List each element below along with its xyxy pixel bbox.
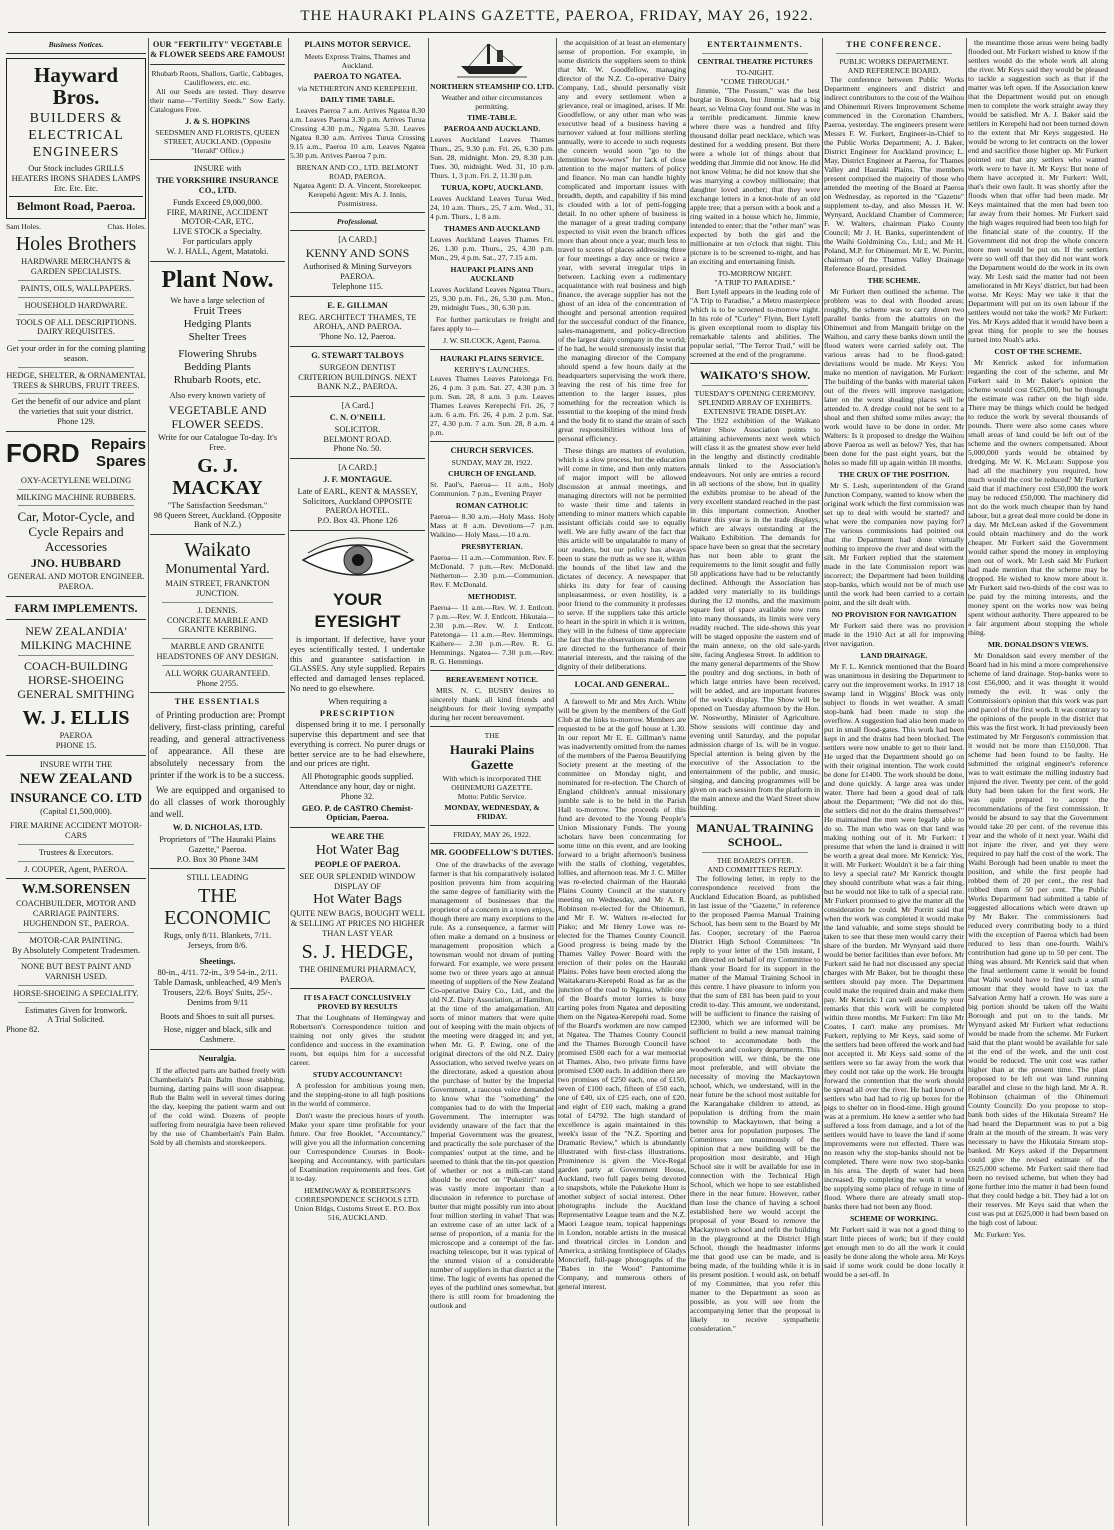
steamship-route: THAMES AND AUCKLAND <box>443 224 541 233</box>
steamship-timetable: Leaves Auckland Leaves Thames Fri. 26, 1.30 p.m. Thurs., 25, 4.30 p.m. Mon., 29, 4 p.m. Sat., 27, 7.15 a.m. <box>430 235 554 262</box>
seeds-line: All our Seeds are tested. They deserve their name—"Fertility Seeds." Sow Early. Catalogues Free. <box>150 86 285 114</box>
column-7 <box>824 38 964 1526</box>
sorensen-phone: Phone 82. <box>6 1025 40 1035</box>
nz-line: (Capital £1,500,000). <box>40 807 112 817</box>
holes-left: Sam Holes. <box>6 222 42 232</box>
entertainments-line: CENTRAL THEATRE PICTURES <box>697 56 813 66</box>
card-line: CRITERION BUILDINGS. NEXT BANK N.Z., PAEROA. <box>298 372 417 392</box>
nz-title-2: INSURANCE CO. LTD <box>9 790 143 806</box>
paper-title: Hauraki Plains Gazette <box>449 741 535 772</box>
column-rule <box>822 38 823 1526</box>
local-general-body: A farewell to Mr and Mrs Arch. White will be given by the members of the Golf Club at the links to-morrow. Members are requested to be at the golf house at 1.30. In our report Mr E. E. Gillman's name was inadvertently omitted from the names of the members of the Paeroa Beautifying Society present at the meeting of the committee on Monday night, and nominated for re-election. The Church of England children's annual missionary jumble sale is to be held in the Parish Hall to-morrow. The proceeds of this fund are devoted to the Young People's Union Missionary Funds. The young scholars have been concentrating for some time on this event, and are looking forward to a bright afternoon's business with the stalls of clothing, vegetables, lollies, and afternoon teas. Mr J. C. Miller was re-elected chairman of the Hauraki Plains County Council at the statutory meeting on Wednesday, and Mr A. R. Robinson re-elected for the Ohinemuri, and Mr F. W. Walters re-elected for Piako; and Mr Henry Lowe was re-elected for the Thames County Council. Good progress is being made by the Thames Valley Power Board with the erection of their poles on the Hauraki Plains. Poles have been erected along the Waitakaruru-Kerepehi Road as far as the junction of the road to Ngatea, while one of the Board's motor lorries is busy carting poles from Ngatea and depositing them on the Ngatea-Kerepehi road. Some of the Board's workmen are now camped at Ngatea. The Thames County Council and the Thames Borough Council have promised £500 each for a war memorial at Thames. Also, two private firms have promised £500 each. In addition there are two promises of £250 each, one of £150, seven of £100 each, fifteen of £50 each, one of £40, six of £25 each, one of £20, and eight of £10 each, making a grand total of £4792. The high standard of excellence is again maintained in this week's issue of the "N.Z. Sporting and Dramatic Review," which is abundantly illustrated with first-class illustrations. Prominence is given the Vice-Regal garden party at Government House, Auckland, two full pages being devoted to snapshots, while the Pukekohe Hunt is another subject of social interest. Other photographs include the Auckland Representative League team and the N.Z. Maori League team, topical happenings in London, notable artists in the musical and theatrical circles in London and America, a striking frontispiece of Gladys Moncrieff, full-page photographs of the "Babes in the Wood" Pantomime Company, and numerous others of general interest. <box>558 696 686 1291</box>
card-line: Late of EARL, KENT & MASSEY, Solicitors, Auckland OPPOSITE PAEROA HOTEL. <box>297 486 418 516</box>
card-line: SOLICITOR. <box>334 424 381 434</box>
farm-line: NEW ZEALANDIA' MILKING MACHINE <box>20 623 132 652</box>
neuralgia-body: If the affected parts are bathed freely with Chamberlain's Pain Balm those stabbing, burning, darting pains will soon disappear. Rub the Balm well in several times during the day, keeping the patient warm and out of the cold wind. Dozens of people suffering from neuralgia have been relieved by the use of Chamberlain's Pain Balm. Sold by all chemists and storekeepers. <box>150 1065 285 1147</box>
accountancy-body: A profession for ambitious young men, and the stepping-stone to all high positions in the world of commerce. <box>290 1081 425 1109</box>
waikato-line: CONCRETE MARBLE AND GRANITE KERBING. <box>167 615 268 635</box>
hedge-line: THE OHINEMURI PHARMACY, PAEROA. <box>299 964 416 984</box>
insurance-name: THE YORKSHIRE INSURANCE CO., LTD. <box>156 176 279 195</box>
steamship-timetable: Leaves Auckland Leaves Turua Wed., 24, 10 a.m. Thurs., 25, 7 a.m. Wed., 31, 4 p.m. Thurs., 1, 8 a.m. <box>430 194 554 221</box>
conference-body: Mr. Furkert: Yes. <box>974 1230 1026 1239</box>
eyesight-line: All Photographic goods supplied. <box>301 772 414 782</box>
paper-line: THE <box>484 730 500 740</box>
manual-training-body: The following letter, in reply to the correspondence received from the Auckland Education Board, as published in last issue of the "Gazette," in reference to the proposed Paeroa Manual Training School, has been sent to the Board by Mr Jas. Cooper, secretary of the Paeroa District High School Committees: "In reply to your letter of the 15th instant, I am directed on behalf of my Committee to thank your Board for its support in the matter of the Manual Training School in this centre. I have pleasure to inform you that the sum of £81 has been paid to your credit to-day. This amount, we understand, will be sufficient to finance the raising of £2300, which we are informed will be sufficient to build a new manual training school to accommodate both the woodwork and cookery departments. This proposition will, we think, be the one most preferable, and will obviate the necessity of moving the Mackaytown school, which, we understand, will in the near future be the school most suitable for the Karangahake children to attend, as population is drifting from the main township to Mackaytown, that being a better area for population purposes. The Committees are unanimously of the opinion that a new building will be the proposition most desirable, and High School site it will be available for use in connection with the Technical High School, which we hope to see established there in the near future. However, rather than lose the chance of having a school established here we would accept the proposal of your Board to remove the Mackaytown school and refit the building in the playground at the District High School, though the headmaster informs me that good use can be made, and is being made, of the building while it is in its present position. I would ask, on behalf of my Committee, that you refer this matter to the Department as soon as possible, as you will see from the accompanying letter that the proposal is likely to receive sympathetic consideration." <box>690 873 820 1333</box>
hedge-name: S. J. HEDGE, <box>301 940 414 963</box>
entertainments-line: TO-NIGHT. <box>736 67 774 77</box>
card-line: [A CARD.] <box>338 234 377 244</box>
business-notices-heading: Business Notices. <box>48 40 104 49</box>
hotwater-line: QUITE NEW BAGS, BOUGHT WELL & SELLING AT PRICES NO HIGHER THAN LAST YEAR <box>290 909 425 939</box>
hayward-name: Hayward Bros. <box>34 63 118 109</box>
plant-line: Write for our Catalogue To-day. It's Free. <box>158 433 277 452</box>
plant-line: Also every known variety of <box>169 391 266 401</box>
nz-title: NEW ZEALAND <box>19 771 133 788</box>
church-denomination: PRESBYTERIAN. <box>461 541 523 551</box>
insurance-line: FIRE, MARINE, ACCIDENT MOTOR-CAR, ETC. <box>166 207 269 227</box>
masthead: THE HAURAKI PLAINS GAZETTE, PAEROA, FRIDAY, MAY 26, 1922. <box>300 8 814 24</box>
essentials-body: We are equipped and organised to do all classes of work thoroughly and well. <box>150 785 285 820</box>
mackay-line: 98 Queen Street, Auckland. (Opposite Bank of N.Z.) <box>153 510 282 530</box>
column-6 <box>690 38 820 1526</box>
plant-item: Flowering Shrubs <box>178 348 257 361</box>
eye-illustration <box>298 535 418 585</box>
waikato-line: MAIN STREET, FRANKTON JUNCTION. <box>165 579 270 598</box>
card-line: Phone No. 50. <box>333 444 382 454</box>
manual-training-heading: MANUAL TRAINING SCHOOL. <box>696 820 814 849</box>
editorial-body: One of the drawbacks of the average farmer is that his comparatively isolated position prevents him from acquiring the same degree of familiarity with the management of businesses that the proprietor of a concern in a town enjoys, though there are many exceptions to the rule. As a consequence, a farmer will often make a demand on a business or management proposition which a townsman would not dream of putting forward. For example, we were present some two or three years ago at annual meeting of suppliers of the New Zealand Co-operative Dairy Co., Ltd., and the old N.Z. Dairy Association, at Hamilton, at the time of the amalgamation. All sorts of minor matters that were quite out of keeping with the main objects of the meeting were dragged in; and yet, when Mr. G. P. Ewing, one of the original directors of the old N.Z. Dairy Association, who served twelve years on the directorate, asked a question about the purchase of butter by the Imperial Government, a raucous voice demanded to know what the "something" the companies had to do with the Imperial Government. The interrupter was evidently unaware of the fact that the Imperial Government was the greatest, and practically the sole purchaser of the companies' output at the time, and he seemed to think that the tin-pot question of whether or not a milk-can stand should be erected on "Pukeitiri" road was vastly more important than a discussion in reference to purchase of butter that might possibly run into about four million sterling in value! That was an extreme case of an utter lack of a sense of proportion, of a mania for the microscope and a contempt of the far-reaching telescope, but it was typical of the stunted vision of a considerable number of suppliers in that district at the time. The logic of events has opened the eyes of the purblind ones somewhat, but there is still room for broadening the outlook and <box>430 859 554 1310</box>
economic-line: STILL LEADING <box>186 873 249 883</box>
ford-spares: Spares <box>95 452 146 470</box>
accountancy-heading: IT IS A FACT CONCLUSIVELY PROVED BY RESULTS <box>303 993 412 1012</box>
economic-line: Sheetings. <box>199 956 236 966</box>
motor-service-timetable: Leaves Paeroa 7 a.m. Arrives Ngatea 8.30 a.m. Leaves Paeroa 3.30 p.m. Arrives Turua Crossing 4.30 p.m., Ngatea 5.30. Leaves Ngatea 8.30 a.m. Arrives Turua Crossing 9.15 a.m., Paeroa 10 a.m. Leaves Ngatea 5.30 p.m. Arrives Paeroa 7 p.m. <box>290 105 425 160</box>
montague-name: J. F. MONTAGUE. <box>323 474 392 484</box>
issue-date: FRIDAY, MAY 26, 1922. <box>453 829 531 839</box>
motor-service-line: DAILY TIME TABLE. <box>320 94 395 104</box>
conference-line: AND REFERENCE BOARD. <box>847 65 941 75</box>
seeds-line: Rhubarb Roots, Shallots, Garlic, Cabbages, Cauliflowers, etc. etc. <box>151 68 284 87</box>
steamship-timetable: Leaves Auckland Leaves Ngatea Thurs., 25, 9.30 p.m. Fri., 26, 5.30 p.m. Mon., 29, midnight Tues., 30, 6.30 p.m. <box>430 285 554 312</box>
decastro-name: GEO. P. de CASTRO Chemist-Optician, Paeroa. <box>301 803 414 823</box>
accountancy-line: Union Bldgs, Customs Street E. P.O. Box 516, AUCKLAND. <box>294 1204 421 1223</box>
accountancy-body: Don't waste the precious hours of youth. Make your spare time profitable for your future. Our free Booklet, "Accountancy," will give you all the information concerning our Correspondence Courses in Book-keeping and Accountancy, with particulars of Examination requirements and fees. Get it to-day. <box>290 1111 425 1184</box>
entertainments-body: Bert Lytell appears in the leading role of "A Trip to Paradise," a Metro masterpiece which is to be screened to-morrow night. In his role of "Curley" Flynn, Bert Lytell is given exceptional room to display his remarkable talents and abilities. The popular serial, "The Terror Trail," will be screened at the end of the programme. <box>690 286 820 359</box>
column-8 <box>968 38 1108 1526</box>
column-5 <box>558 38 686 1526</box>
waikato-line: MARBLE AND GRANITE HEADSTONES OF ANY DESIGN. <box>156 642 279 661</box>
column-rule <box>966 38 967 1526</box>
motor-service-line: Ngatea Agent: D. A. Vincent, Storekeeper. <box>293 180 422 190</box>
entertainments-body: Jimmie, "The Possum," was the best burglar in Boston, but Jimmie had a big heart, so Velma Guy found out. She was in a terrible predicament. Jimmie knew where there was a hundred and fifty thousand dollar pearl necklace, which was destined for a wedding present. But there were a whole lot of things about that wedding that Jimmie did not know. He did not know Velma; he did not know that she was marrying a cowboy millionaire; that daughter loved another; that they were exchange letters in a knot-hole of an old apple tree; that a person with a book and a ring waited in a house which he, Jimmie, intended to enter; that the "other man" was expected by both the girl and the millionaire at ten o'clock that night. This picture is to be screened to-night, and has an exciting and entertaining finish. <box>690 85 820 266</box>
waikato-show-body: The 1922 exhibition of the Waikato Winter Show Association points to attaining achievements next week which will class it as the greatest show ever held in the lengthy and distinctly creditable annals linked to the Association's endeavours. Not only are entries a record in all sections of the show, but in quality the exhibits promise to be ahead of the very excellent standard reached in the past in this important connection. Another feature this year is in the trade displays, which are always outstanding at the Waikato Exhibition. The demands for space have been so great that the secretary has not been able to grant the requirements to the limit sought and fully 50 applications have had to be reluctantly declined. Although the Association has added very materially to its buildings during the 12 months, and the maximum square feet of space available now runs into many thousands, its limits were very readily reached. The side-shows this year will be staged opposite the eastern end of the main annexe, on the old sale-yards site, facing Anglesea Street. In addition to the many general departments of the Show the poultry and dog sections, in both of which large entries have been received, will be added, and are important features of the week's display. The Show will be opened on Tuesday afternoon by the Hon. W. Nosworthy, Minister of Agriculture. Show sessions will continue day and evening until Saturday, and the popular admission charge of 1s. will be in vogue. Special attention is being given by the executive of the Association to the entertainment of the public, and music, singing, and dancing programmes will be given on each session from the platform in the main annexe and the Ward Street show building. <box>690 415 820 812</box>
hotwater-title: Hot Water Bags <box>313 892 402 908</box>
hayward-trade: BUILDERS & ELECTRICAL ENGINEERS <box>28 111 124 160</box>
church-denomination: ROMAN CATHOLIC <box>455 500 529 510</box>
paper-line: Motto: Public Service. <box>457 791 527 801</box>
waikato-name: Waikato <box>184 539 251 562</box>
column-rule <box>288 38 289 1526</box>
plant-item: Shelter Trees <box>188 331 247 344</box>
waikato-line: ALL WORK GUARANTEED. <box>165 668 270 678</box>
insurance-line: Funds Exceed £9,000,000. <box>172 197 263 207</box>
holes-line: PAINTS, OILS, WALLPAPERS. <box>20 283 132 293</box>
masthead-rule <box>8 32 1106 33</box>
sorensen-line: By Absolutely Competent Tradesmen. <box>12 945 140 955</box>
accountancy-line: HEMINGWAY & ROBERTSON'S CORRESPONDENCE SCHOOLS LTD. <box>295 1186 420 1205</box>
church-services: Paeroa— 11 a.m.—Communion. Rev. F. McDonald. 7 p.m.—Rev. McDonald. Netherton— 2.30 p.m.—Communion. Rev. F. McDonald. <box>430 552 554 589</box>
ellis-name: W. J. ELLIS <box>22 706 130 729</box>
local-general-heading: LOCAL AND GENERAL. <box>574 680 670 689</box>
ellis-line: PHONE 15. <box>55 740 97 750</box>
church-heading: CHURCH SERVICES. <box>450 446 534 455</box>
column-rule <box>688 38 689 1526</box>
church-denomination: CHURCH OF ENGLAND. <box>448 468 536 478</box>
steamship-route: TURUA, KOPU, AUCKLAND. <box>441 183 543 192</box>
hotwater-line: WE ARE THE <box>331 832 384 842</box>
ellis-line: PAEROA <box>59 730 93 740</box>
ford-logo: FORD <box>6 437 80 468</box>
card-line: SURGEON DENTIST <box>319 362 396 372</box>
waikato-show-line: SPLENDID ARRAY OF EXHIBITS. <box>698 397 812 407</box>
holes-line: HOUSEHOLD HARDWARE. <box>24 300 128 310</box>
paper-line: MONDAY, WEDNESDAY, & FRIDAY. <box>444 802 540 821</box>
sorensen-line: NONE BUT BEST PAINT AND VARNISH USED. <box>21 962 131 982</box>
plains-service-timetable: Leaves Thames Leaves Pateionga Fri. 26, 4 p.m. 3 p.m. Sat. 27, 4.30 p.m. 3 p.m. Sun. 28, 8 a.m. 3 p.m. Leaves Thames Leaves Kerepechi Fri. 26, 7 a.m. 6 a.m. Fri. 26, 4 p.m. 2 p.m. Sat. 27, 4.30 p.m. 7 a.m. Sun. 28, 8 a.m. 4 p.m. <box>430 374 554 437</box>
economic-line: Rugs, only 8/11. Blankets, 7/11. Jerseys, from 8/6. <box>163 931 272 950</box>
bereavement-heading: BEREAVEMENT NOTICE. <box>445 674 539 684</box>
ford-line: Car, Motor-Cycle, and Cycle Repairs and Accessories <box>17 509 135 555</box>
card-line: Telephone 115. <box>331 281 384 291</box>
motor-service-line: BRENAN AND CO., LTD. BELMONT ROAD, PAEROA. <box>296 162 419 181</box>
manual-training-line: AND COMMITTEE'S REPLY. <box>707 864 803 874</box>
economic-line: Boots and Shoes to suit all purses. <box>160 1011 275 1021</box>
plant-item: Bedding Plants <box>184 361 251 374</box>
seeds-name: J. & S. HOPKINS <box>185 116 250 126</box>
neuralgia-heading: Neuralgia. <box>198 1054 237 1064</box>
essentials-heading: THE ESSENTIALS <box>174 697 261 707</box>
motor-service-line: via NETHERTON AND KEREPEEHI. <box>297 83 418 93</box>
church-date: SUNDAY, MAY 28, 1922. <box>451 457 533 467</box>
entertainments-heading: ENTERTAINMENTS. <box>707 40 803 49</box>
church-services: Paeroa— 11 a.m.—Rev. W. J. Entlcott. 7 p.m.—Rev. W. J. Entlcott. Hikutaia— 2.30 p.m.—Rev. W. J. Entlcott. Patetonga— 11 a.m.—Rev. Hemmings. Kaihere— 2.30 p.m.—Rev. R. G. Hemmings. Ngatea— 7.30 p.m.—Rev. R. G. Hemmings. <box>430 602 554 666</box>
plant-line: VEGETABLE AND FLOWER SEEDS. <box>168 403 267 432</box>
conference-body: the meantime those areas were being badly flooded out. Mr Furkert wished to know if the settlers would do the whole work all along the river. Mr Keys said they would be pleased to tackle a suggestion such as that if the matter was left open. If the Association knew that the Department would put on enough men to complete the work straight away they would be satisfied. Mr A. J. Baker said the settlers in Kerepehi had not been turned down to the extent that Mr Keys suggested. He would be wrong to let contracts on the lower end and sacrifice those higher up. Mr Furkert pointed out that any settlers who wanted work were to have it. Mr Keys: But none of them have accepted it. Mr Furkert: Well, that's their own fault. It was shortly after the floods when that offer had been made. Mr Keys maintained that the men had been too far away from their homes. Mr Furkert said the high wages required had been too high for the financial state of the country. If the Government did not drop the whole concern more men would be put on. If the settlers were so well off that they did not want work the Department would do the work in its own way. Mr Lesh said the matter had not been ameliorated in Mr Keys' district, but had been worse. Mr Keys: May we take it that the Department will put on its own labour if the settlers would not take the work? Mr Furkert: Yes. Mr Keys added that it would have been a great thing for people to see the houses turned into Noah's arks. <box>968 38 1108 344</box>
column-2 <box>150 38 285 1526</box>
ford-repairs: Repairs <box>90 435 146 453</box>
church-services: Paeroa— 8.30 a.m.—Holy Mass. Holy Mass at 8 a.m. Devotions—7 p.m. Waikino— Holy Mass.—10 a.m. <box>430 511 554 539</box>
essentials-line: Proprietors of "The Hauraki Plains Gazette," Paeroa. <box>159 834 276 854</box>
holes-line: HARDWARE MERCHANTS & GARDEN SPECIALISTS. <box>21 257 131 277</box>
prescription-heading: PRESCRIPTION <box>319 708 396 718</box>
holes-name: Holes Brothers <box>15 233 137 256</box>
plant-now-heading: Plant Now. <box>161 266 274 293</box>
hubbard-line: GENERAL AND MOTOR ENGINEER. <box>7 572 145 582</box>
editorial-body: the acquisition of at least an elementary sense of proportion. For example, in some districts the suppliers seem to think that Mr. W. Goodfellow, managing director of the N.Z. Co-operative Dairy Company, Ltd., should personally visit any and every settlement when a grievance, real or imagined, arises. If Mr. Goodfellow, or any other man who was executive head of a business having a turnover valued at four millions sterling annually, were to accede to such requests the concern would soon "go to the demnition bow-wows" for lack of close attention to the major matters of policy and finance. No man can handle highly complicated and important issues with breadth, depth, and capability if his mind is clouded with a lot of petti-fogging detail. In no other sphere of business is the manager of a great trading company expected to visit even the branch offices more than about once a year, much less to travel to scores of places addressing three or four meetings a day once or twice a year, with several irregular trips in between. Lacking even a rudimentary acquaintance with real business and high finance, the average supplier has not the ghost of an idea of the concentration of thought and personal attention required for the successful conduct of the finance, sales-management, and policy-direction of the largest dairy company in the world; if he had, he would strenuously insist that the managing director of the Company should spend a few hours daily at the headquarters supervising the work there, leaving the rest of his time free for attention to the larger issues, plus something for the recreation which is essential to the keeping of the mind fresh and the body fit to stand the strain of such great responsibilities without loss of personal efficiency. <box>558 38 686 443</box>
sorensen-line: COACHBUILDER, MOTOR AND CARRIAGE PAINTERS. HUGHENDON ST., PAEROA. <box>16 899 136 928</box>
insurance-line: W. J. HALL, Agent, Matatoki. <box>166 246 269 256</box>
ford-line: MILKING MACHINE RUBBERS. <box>16 492 136 502</box>
editorial-heading: MR. GOODFELLOW'S DUTIES. <box>430 847 554 857</box>
column-4 <box>430 38 554 1526</box>
conference-line: PUBLIC WORKS DEPARTMENT. <box>839 56 949 66</box>
conference-body: Mr Kenrick asked for information regarding the cost of the scheme, and Mr Furkert said in Mr Baker's opinion the scheme would cost £625,000, but he thought the estimate was rather on the high side. There may be things which could be hedged to reduce the work by several thousands of pounds. There were also some cases where small areas of land could be left out of the scheme and the owners compensated. About 5,000,000 yards would be obtained by dredging. Mr W. K. McLean: Suppose you had all the machinery you required, how much would the cost be reduced? Mr Furkert said that if machinery cost £50,000 the work may be reduced £50,000. The machinery did not do the work much cheaper than by hand labour, but a great deal more could be done in a day. Mr McLean asked if the Government could obtain machinery and do the work cheaper. Mr Furkert said the Government would rather spend the money in employing men out of work. Mr Lesh said Mr Furkert had made mention that the scheme may be dropped. He wished to know more about it. Mr Furkert said two-thirds of the cost was to be paid by the mining interests, and the money spent on the works now was being spent without authority. There appeared to be a fair argument about stopping the whole thing. <box>968 358 1108 637</box>
steamship-line: TIME-TABLE. <box>467 113 517 122</box>
conference-body: Mr F. L. Kenrick mentioned that the Board was unanimous in desiring the Department to carry out the improvement works. In 1917 18 swamp land in Wiggins' Block was only subject to floods in wet weather. A small stop-bank had been made to stop the overflow. A suggestion had also been made to put in small flood-gates. This work had been kept in and the drains had been blocked. The settlers were now unable to get to their land. He urged that the Department should go on with their original intention. The work could be done for £1400. The work should be done, and done quickly. A large area was under water. There had been a good deal of talk about the Department; "We did not do this, the settlers did not do the drains themselves!" He maintained the men were legally able to do so. The man who was on that land was making nothing out of it. Mr Furkert: I presume that when the land is drained it will be worth a great deal more. Mr Kenrick: Yes, it will. Mr Furkert: Wouldn't it be a fair thing to levy a special rate? Mr Kenrick thought they should contribute what was a fair thing, but he would not like to talk of a special rate. Mr Furkert promised to give the matter all the consideration he could. Mr Porritt said that when the work was completed it would make the land valuable, and some steps should be taken to see that these men would carry their share of the burden. Mr Wynyard said there would be better facilities than ever before. Mr Furkert said he had not discussed any special charges with Mr Baker, but he thought these settlers should pay more. The Department could make the required drain and make them pay. Mr Kenrick: I can well assume by your remarks that this work will be completed within three months. Mr Furkert: I'm like Mr Coates, I can't make any promises. Mr Furkert, replying to Mr Keys, said some of the settlers had been offered the work and had not accepted it. Mr Keys said some of the settlers were so far away from the work that they could not take up the work. He brought forward the contention that the work should be spread all over the river. He had known of settlers who had had to rig up boxes for the pigs to shelter on in flood-time. High ground was at a premium. He knew a settler who had suffered a loss from damage, and a lot of the settlers would have to leave the land if some improvements were not effected. There was no reason why the stop-banks should not be completed. There were now two stop-banks in his area. The depth of water had been increased. By completing the work it would be supplying some place of refuge in time of flood. Where there are already small stop-banks there had not been any flood. <box>824 661 964 1211</box>
column-rule <box>428 38 429 1526</box>
conference-subheading: SCHEME OF WORKING. <box>850 1213 938 1223</box>
oneill-name: C. N. O'NEILL <box>329 412 386 422</box>
essentials-body: of Printing production are: Prompt delivery, first-class printing, careful reading, and general attractiveness of appearance. All these are absolutely necessary from the printer if the work is to be a success. <box>150 710 285 781</box>
card-line: [A CARD.] <box>338 463 377 473</box>
column-1 <box>6 38 146 1526</box>
economic-line: 80-in., 4/11. 72-in., 3/9 54-in., 2/11. <box>157 968 278 978</box>
eyesight-line: When requiring a <box>328 696 387 706</box>
conference-subheading: THE SCHEME. <box>867 275 921 285</box>
conference-body: Mr S. Lesh, superintendent of the Grand Junction Company, wanted to know when the original work which the first commission was set up to deal with would be started? and what were the companies now paying for? The various commissions had pointed out that the Department had done virtually nothing to improve the river and deal with the silt. Mr Furkert replied that the statement made in the late Commission report was incorrect; the Department had been building stop-banks, which would not be of much use until the work had been carried to a certain point, and the silt dealt with. <box>824 480 964 607</box>
talboys-name: G. STEWART TALBOYS <box>311 350 404 360</box>
waikato-line: J. DENNIS. <box>197 605 238 615</box>
plains-service-line: KERBY'S LAUNCHES. <box>454 365 530 374</box>
holes-line: TOOLS OF ALL DESCRIPTIONS. DAIRY REQUISITES. <box>15 317 137 337</box>
holes-line: HEDGE, SHELTER, & ORNAMENTAL TREES & SHRUBS, FRUIT TREES. <box>6 370 146 390</box>
accountancy-heading: STUDY ACCOUNTANCY! <box>312 1070 403 1080</box>
conference-body: Mr Furkert then outlined the scheme. The problem was to deal with flooded areas; roughly, the scheme was to carry down two parallel banks from the abattoirs on the Ohinemuri and from Mangaiti bridge on the Waihou, and carry these banks down until the flood waters were carried safely out. The various areas had to be flood-gated; deviations would be made. Mr Keys: You make no mention of navigation. Mr Furkert: The building of the banks with material taken out of the rivers will improve navigation; later on the worst shoaling places will be attended to. A dredge could not be sent to a shoal and then shifted some miles away; the work would have to be done in order. Mr Walters: Is it proposed to dredge the Waihou above Paeroa as well as below? Yes, that has been done for the past eight years, but the holes so made fill up again within 18 months. <box>824 286 964 467</box>
conference-heading: THE CONFERENCE. <box>846 40 942 49</box>
plains-service-heading: HAURAKI PLAINS SERVICE. <box>440 354 544 363</box>
motor-service-heading: PLAINS MOTOR SERVICE. <box>304 40 411 49</box>
motor-service-line: PAEROA TO NGATEA. <box>313 71 402 81</box>
essentials-name: W. D. NICHOLAS, LTD. <box>172 823 263 833</box>
economic-line: Table Damask, unbleached, 4/9 Men's Trousers, 22/6. Boys' Suits, 25/-. Denims from 9/11 <box>153 978 282 1007</box>
waikato-show-line: EXTENSIVE TRADE DISPLAY. <box>703 406 807 416</box>
eyesight-body: is important. If defective, have your eyes scientifically tested. I undertake this and guarantee satisfaction in GLASSES. Any style supplied. Repairs effected and damaged lenses replaced. No need to go elsewhere. <box>290 634 425 693</box>
sorensen-line: A Trial Solicited. <box>47 1015 105 1025</box>
steamship-route: HAUPAKI PLAINS AND AUCKLAND <box>450 265 534 283</box>
professional-heading: Professional. <box>336 216 379 226</box>
holes-right: Chas. Holes. <box>107 222 146 232</box>
card-line: P.O. Box 43. Phone 126 <box>317 516 398 526</box>
essentials-line: P.O. Box 30 Phone 34M <box>176 854 259 864</box>
sorensen-name: W.M.SORENSEN <box>21 882 131 898</box>
column-rule <box>148 38 149 1526</box>
editorial-body: These things are matters of evolution, which is a slow process, but the education will come in time, and then only matters of major import will be allowed discussion at annual meetings, and managing directors will not be permitted to waste their time and talents in attending to minor matters which capable assistant officials could see to equally well. We are fully aware of the fact that this article will be unpalatable to many of our readers, but our policy has always been to state the truth as we see it, within the bounds of the libel law and the dictates of decency. A newspaper that shirks its duty for fear of causing unpleasantness, or even hostility, is a poor friend to the community it professes to serve. If the suppliers take this article to heart in the spirit in which it is written, they will in the fulness of time appreciate the fact that the observations made herein are directed to the furtherance of their material interests, and the raising of the dignity of their deliberations. <box>558 446 686 671</box>
entertainments-line: "A TRIP TO PARADISE." <box>714 277 796 287</box>
mackay-name: G. J. MACKAY <box>172 454 263 499</box>
hotwater-title: Hot Water Bag <box>315 843 400 859</box>
farm-line: COACH-BUILDING HORSE-SHOEING GENERAL SMITHING <box>17 658 135 701</box>
seeds-line: SEEDSMEN AND FLORISTS, QUEEN STREET, AUCKLAND. (Opposite "Herald" Office.) <box>155 128 280 156</box>
farm-heading: FARM IMPLEMENTS. <box>14 600 138 615</box>
manual-training-line: THE BOARD'S OFFER. <box>716 855 794 865</box>
steamship-illustration <box>457 40 527 80</box>
plant-item: Rhubarb Roots, etc. <box>173 374 262 387</box>
card-line: Authorised & Mining Surveyors PAEROA. <box>303 262 412 282</box>
holes-line: Get your order in for the coming planting season. <box>6 344 146 363</box>
nz-line: Trustees & Executors. <box>38 847 114 857</box>
steamship-heading: NORTHERN STEAMSHIP CO. LTD. <box>430 82 554 91</box>
plant-line: We have a large selection of <box>170 295 265 305</box>
waikato-show-heading: WAIKATO'S SHOW. <box>699 367 811 382</box>
motor-service-line: Kerepehi Agent: Mrs A. J. Innis, Postmistress. <box>308 189 407 208</box>
card-line: 'Phone No. 12, Paeroa. <box>319 332 396 342</box>
card-line: BELMONT ROAD. <box>323 434 392 444</box>
card-line: REG. ARCHITECT THAMES, TE AROHA, AND PAEROA. <box>298 312 417 332</box>
column-rule <box>556 38 557 1526</box>
seeds-heading: OUR "FERTILITY" VEGETABLE & FLOWER SEEDS ARE FAMOUS! <box>150 40 285 59</box>
card-line: [A Card.] <box>341 401 374 411</box>
steamship-line: Weather and other circumstances permitting. <box>441 93 543 111</box>
hayward-address: Belmont Road, Paeroa. <box>9 196 143 213</box>
column-3 <box>290 38 425 1526</box>
ford-line: OXY-ACETYLENE WELDING <box>20 475 132 485</box>
motor-service-line: Meets Express Trains, Thames and Auckland. <box>304 51 411 70</box>
hubbard-name: JNO. HUBBARD <box>30 556 121 571</box>
insurance-line: LIVE STOCK a Specialty. <box>172 227 263 237</box>
insurance-line: INSURE with <box>193 164 242 174</box>
conference-subheading: MR. DONALDSON'S VIEWS. <box>987 640 1089 649</box>
paper-line: With which is incorporated THE OHINEMURI GAZETTE. <box>442 773 542 792</box>
eyesight-heading: YOUR EYESIGHT <box>314 589 401 631</box>
sorensen-line: HORSE-SHOEING A SPECIALITY. <box>13 988 139 998</box>
steamship-timetable: Leaves Auckland Leaves Thames Thurs., 25, 9.30 p.m. Fri. 26, 6.30 p.m. Sun. 28, midnight. Mon. 29, 8.30 p.m. Tues. 30, midnight. Wed. 31, 10 p.m. Thurs. 1, 3 p.m. Fri. 2, 11.30 p.m. <box>430 135 554 180</box>
hayward-advert <box>6 58 146 219</box>
church-services: St. Paul's, Paeroa— 11 a.m., Holy Communion. 7 p.m., Evening Prayer <box>430 479 554 498</box>
conference-subheading: NO PROVISION FOR NAVIGATION <box>831 609 957 619</box>
eyesight-body: dispensed bring it to me. I personally supervise this department and see that everything is correct. No purer drugs or better service are to be had elsewhere, and our prices are right. <box>290 720 425 769</box>
hotwater-line: SEE OUR SPLENDID WINDOW DISPLAY OF <box>299 871 416 891</box>
waikato-subname: Monumental Yard. <box>165 562 270 578</box>
church-denomination: METHODIST. <box>467 591 517 601</box>
hayward-stock: Our Stock includes GRILLS HEATERS IRONS SHADES LAMPS Etc. Etc. Etc. <box>11 164 141 193</box>
economic-line: Hose, nigger and black, silk and Cashmere. <box>163 1025 272 1045</box>
kenny-name: KENNY AND SONS <box>305 246 410 261</box>
hubbard-line: PAEROA. <box>58 582 94 592</box>
waikato-show-line: TUESDAY'S OPENING CEREMONY. <box>694 388 816 398</box>
conference-body: Mr Furkert said there was no provision made in the 1910 Act at all for improving river navigation. <box>824 620 964 648</box>
bereavement-body: MRS. N. C. BUSBY desires to sincerely thank all kind friends and neighbours for their loving sympathy during her recent bereavement. <box>430 685 554 722</box>
conference-body: Mr Donaldson said every member of the Board had in his mind a more comprehensive scheme of land drainage. Stop-banks were to cost £56,000, and it was thought it would remedy the evil. It was only the Commission's opinion that this work was part and parcel of the first work. It was contrary to the opinions of the people in the district that this was the first work. It had previously been estimated by Mr Ferguson's commission that it would not be more than £150,000. That scheme had been found to be faulty. He submitted the original engineer's reference was to wait estimate the milling industry had injured the river. Twenty per cent. of the gold duty had been taken for the first work. He was quite prepared to accept the recommendations of the first commission. It would be absurd to say that the Government would take 20 per cent. of the revenue this year and the whole of it next year. Waihi did not injure the river, and yet they were required to pay half the cost of the work. The Waihi Borough had been unable to meet the position, and while the first people had robbed them of 20 per cent., the rest had robbed them of 50 per cent. The Public Works Department had submitted a table of suggested allocations which were drawn up by Mr Baker. The commissioners had reduced every contributing body to a third with the exception of Paeroa which had been reduced to less than one-fourth. Waihi's contribution had gone up to 50 per cent. The thing was absurd. Mr Kenrick said that when the final settlement came it would be found that Waihi would have to find such a small amount that they would have to tax the Salvation Army half a crown. He was sure a big portion should be taken off the Waihi Borough and put on to the lands. Mr Wynyard asked Mr Furkert what reductions would be made from the scheme. Mr Furkert said that the plant would be available for sale at the end of the work, and the unit cost would be reduced. The unit cost was rather higher than at the present time. The plant proposed to be left out was land running parallel and close to the high land. Mr A. R. Robinson (chairman of the Ohinemuri County Council): Do you propose to stop-bank both sides of the Hikutaia Stream? He had heard the Department was to put a big drain at the mouth of the stream. It was very necessary to have the Hikutaia Stream stop-banked. Mr Keys asked if the Department could give the revised estimate of the £625,000 scheme. Mr Furkert said there had been no revised scheme, but when they had gone further into the matter it had been found that they could hedge a bit. They had a lot on their reserves. Mr Keys said that when the cost was put at £625,000 it had been based on the high cost of labour. <box>968 651 1108 1227</box>
accountancy-body: That the Loughnans of Hemingway and Robertson's Correspondence tuition and training not only gives the student confidence and success in the examination room, but equips him for a successful career. <box>290 1013 425 1068</box>
eyesight-line: Attendance any hour, day or night. Phone 32. <box>299 782 416 801</box>
holes-line: Get the benefit of our advice and plant the varieties that suit your district. <box>11 397 141 417</box>
steamship-route: PAEROA AND AUCKLAND. <box>443 124 541 133</box>
conference-subheading: COST OF THE SCHEME. <box>994 347 1082 356</box>
plant-item: Hedging Plants <box>183 318 252 331</box>
entertainments-line: "COME THROUGH." <box>720 76 790 86</box>
waikato-line: Phone 2?55. <box>196 678 239 688</box>
sorensen-line: MOTOR-CAR PAINTING. <box>29 935 123 945</box>
steamship-line: For further particulars re freight and fares apply to— <box>430 315 554 333</box>
nz-line: INSURE WITH THE <box>39 759 113 769</box>
nz-line: FIRE MARINE ACCIDENT MOTOR-CARS <box>9 821 143 840</box>
gillman-name: E. E. GILLMAN <box>327 300 388 310</box>
holes-phone: Phone 129. <box>57 416 95 426</box>
entertainments-line: TO-MORROW NIGHT. <box>717 268 793 278</box>
conference-subheading: LAND DRAINAGE. <box>860 650 928 660</box>
nz-line: J. COUPER, Agent, PAEROA. <box>24 864 128 874</box>
insurance-line: For particulars apply <box>182 236 253 246</box>
sorensen-line: Estimates Given for Ironwork. <box>24 1005 128 1015</box>
conference-body: The conference between Public Works Department engineers and district and indirect contributors to the cost of the Waihou and Ohinemuri Rivers Improvement Scheme commenced in the Coronation Chambers, Paeroa, yesterday. The engineers present were Messrs F. W. Furkert, Engineer-in-Chief to the Public Works Department; A. J. Baker, District Engineer for Auckland province; L. May, District Engineer at Paeroa, for Thames Valley and Hauraki Plains. The members present comprised the majority of those who attended the meeting of the Board at Paeroa on Wednesday, as reported in the "Gazette" supplement to-day, and also Messrs H. W. Wynyard, Auckland Chamber of Commerce; F. W. Walters, chairman Piako County Council; Mr J. H. Banks, superintendent of the Waihi Goldmining Co., Ltd.; and Mr H. Poland, M.P. for Ohinemuri. Mr E. W. Porritt, chairman of the Thames Valley Drainage Reference Board, presided. <box>824 74 964 273</box>
conference-body: Mr Furkert said it was not a good thing to start little pieces of work; but if they could get enough men to do all the work it could easily be done along the whole area. Mr Keys said if some work could be done locally it would be a set-off. In <box>824 1224 964 1279</box>
economic-name: THE ECONOMIC <box>164 885 271 930</box>
mackay-line: "The Satisfaction Seedsman." <box>167 500 268 510</box>
conference-subheading: THE CRUX OF THE POSITION. <box>838 469 950 479</box>
plant-item: Fruit Trees <box>193 305 242 318</box>
steamship-line: J. W. SILCOCK, Agent, Paeroa. <box>443 336 541 345</box>
hotwater-line: PEOPLE OF PAEROA. <box>314 860 401 870</box>
